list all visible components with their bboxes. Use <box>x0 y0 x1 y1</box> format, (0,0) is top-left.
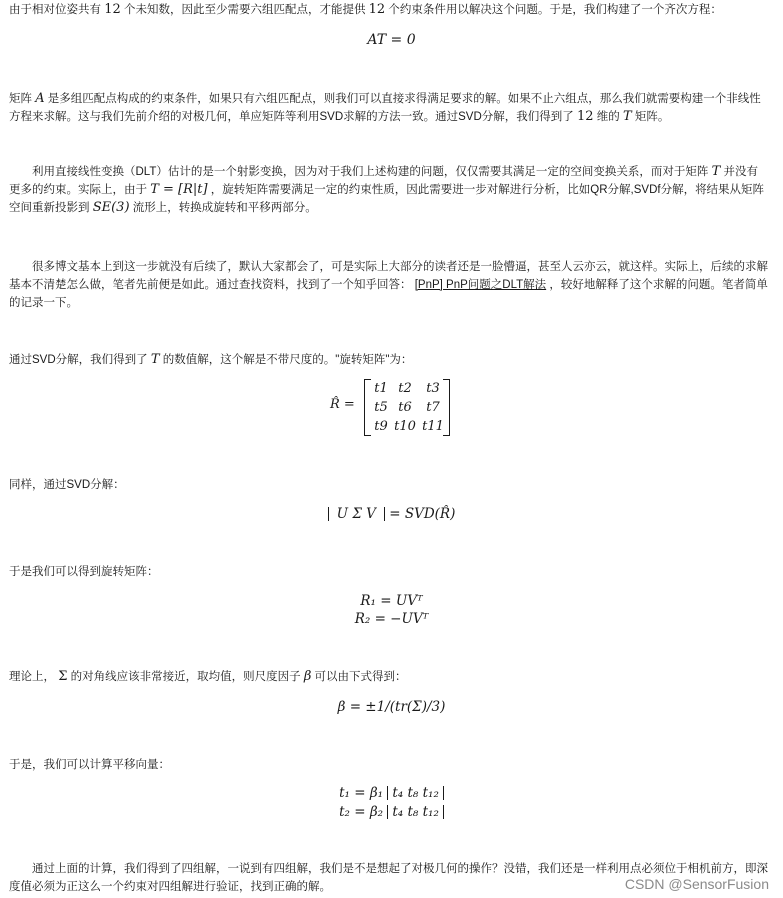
math-number: 12 <box>104 2 121 17</box>
text: 矩阵 <box>9 93 32 105</box>
equation-t2 <box>0 803 783 821</box>
matrix-cell: t9 <box>374 419 388 434</box>
math-expression: SE(3) <box>92 200 130 215</box>
matrix-cell: t11 <box>422 419 444 434</box>
text: 是多组匹配点构成的约束条件，如果只有六组匹配点，则我们可以直接求得满足要求的解。如果不止六组点，那么我们就需要构建一个非线性方程来求解。这与我们先前介绍的对极几何，单应矩阵等利用SVD求解的方法一致。通过SVD分解，我们得到了 <box>9 93 761 123</box>
text: 个约束条件用以解决这个问题。于是，我们构建了一个齐次方程： <box>388 4 722 16</box>
math-symbol: T <box>150 352 160 367</box>
matrix-cell: t2 <box>398 381 412 396</box>
t1-vector <box>387 786 444 800</box>
paragraph-dlt <box>9 163 769 217</box>
math-symbol: A <box>35 91 45 106</box>
text: 维的 <box>596 111 620 123</box>
equation-r1: R₁ = UVᵀ <box>360 593 423 609</box>
text: 通过SVD分解，我们得到了 <box>9 354 148 366</box>
equation-t1 <box>0 784 783 802</box>
equation-homogeneous: AT = 0 <box>367 32 416 48</box>
text: 矩阵。 <box>634 111 670 123</box>
zhihu-link[interactable]: [PnP] PnP问题之DLT解法 <box>414 279 547 291</box>
svd-rhs: = SVD(R̂) <box>389 506 456 522</box>
matrix-lhs: R̂ = <box>330 397 355 412</box>
paragraph-scale <box>9 668 769 686</box>
t2-vector <box>387 805 444 819</box>
math-symbol: T <box>622 109 632 124</box>
math-number: 12 <box>577 109 594 124</box>
svd-factors: U Σ V <box>336 506 376 522</box>
text: 利用直接线性变换（DLT）估计的是一个射影变换，因为对于我们上述构建的问题，仅仅需要其满足一定的空间变换关系，而对于矩阵 <box>32 166 709 178</box>
matrix-cell: t6 <box>398 400 412 415</box>
paragraph-svd-rotation <box>9 351 769 369</box>
text: 并没有更多的约束。实际上，由于 <box>9 166 758 196</box>
svd-bracket <box>328 507 385 521</box>
text: ，旋转矩阵需要满足一定的约束性质，因此需要进一步对解进行分析，比如QR分解,SVDf分解，将结果从矩阵空间重新投影到 <box>9 184 765 214</box>
equation-beta: β = ±1/(tr(Σ)/3) <box>337 699 446 715</box>
math-symbol: T <box>711 164 721 179</box>
matrix-cell: t1 <box>374 381 388 396</box>
matrix-cell: t7 <box>426 400 440 415</box>
math-symbol: β <box>303 669 312 684</box>
math-symbol: Σ <box>58 669 68 684</box>
text: ，较好地解释了这个求解的问题。笔者简单的记录一下。 <box>9 279 768 309</box>
matrix-cell: t5 <box>374 400 388 415</box>
text: 的对角线应该非常接近，取均值，则尺度因子 <box>70 671 301 683</box>
text: 由于相对位姿共有 <box>9 4 101 16</box>
text: 可以由下式得到： <box>314 671 407 683</box>
text: 的数值解，这个解是不带尺度的。"旋转矩阵"为： <box>162 354 413 366</box>
matrix-cell: t3 <box>426 381 440 396</box>
math-number: 12 <box>368 2 386 17</box>
text: 很多博文基本上到这一步就没有后续了，默认大家都会了，可是实际上大部分的读者还是一脸懵逼，甚至人云亦云，就这样。实际上，后续的求解基本不清楚怎么做，笔者先前便是如此。通过查找资料，找到了一个知乎回答： <box>9 261 768 291</box>
t2-lhs: t₂ = β₂ <box>339 804 384 820</box>
paragraph-translation: 于是，我们可以计算平移向量： <box>9 759 170 771</box>
t1-lhs: t₁ = β₁ <box>339 785 384 801</box>
text: 理论上， <box>9 671 55 683</box>
text: 个未知数，因此至少需要六组匹配点，才能提供 <box>123 4 366 16</box>
math-expression: T = [R|t] <box>150 182 208 197</box>
equation-r2: R₂ = −UVᵀ <box>354 611 429 627</box>
paragraph-four-solutions: 通过上面的计算，我们得到了四组解，一说到有四组解，我们是不是想起了对极几何的操作？没错，我们还是一样利用点必须位于相机前方，即深度值必须为正这么一个约束对四组解进行验证，找到正确的解。 <box>9 863 768 893</box>
paragraph-rotation: 于是我们可以得到旋转矩阵： <box>9 566 159 578</box>
t2-vector-values: t₄ t₈ t₁₂ <box>392 804 439 820</box>
paragraph-matrix-a <box>9 90 769 126</box>
csdn-watermark: CSDN @SensorFusion <box>624 876 769 892</box>
matrix-cell: t10 <box>394 419 416 434</box>
paragraph-blog-note <box>9 258 769 312</box>
equation-svd <box>0 505 783 523</box>
matrix-bracket-right <box>443 379 450 436</box>
paragraph-svd-again: 同样，通过SVD分解： <box>9 479 125 491</box>
text: 流形上，转换成旋转和平移两部分。 <box>132 202 317 214</box>
paragraph-unknowns <box>9 1 769 19</box>
t1-vector-values: t₄ t₈ t₁₂ <box>392 785 439 801</box>
